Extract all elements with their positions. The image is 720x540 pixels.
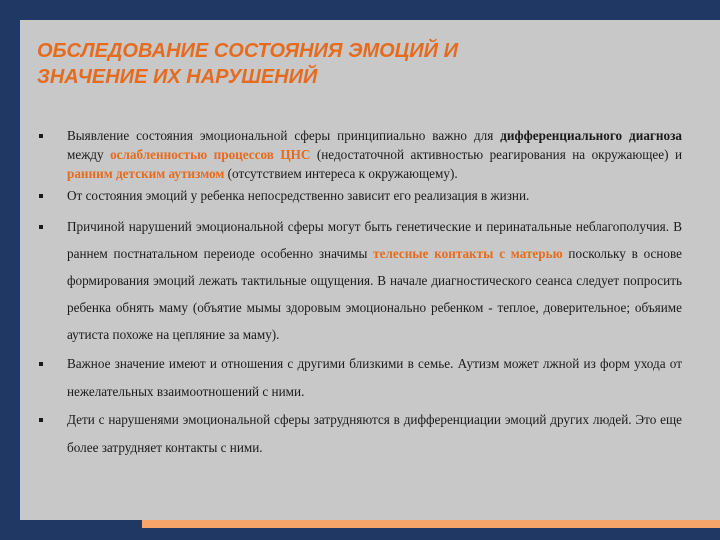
bullet-text: Причиной нарушений эмоциональной сферы могут быть генетические и перинатальные неблагополучия. В раннем постнатальном переиоде особенно значимы [67, 219, 682, 261]
bullet-text: Выявление состояния эмоциональной сферы принципиально важно для [67, 128, 501, 143]
bullet-text: между [67, 147, 111, 162]
bullet-item [38, 350, 682, 406]
bullet-item [38, 126, 682, 183]
bullet-text: (отсутствием интереса к окружающему). [224, 166, 458, 181]
bottom-accent-bar [142, 520, 720, 528]
bullet-text: От состояния эмоций у ребенка непосредственно зависит его реализация в жизни. [67, 188, 530, 203]
bullet-item [38, 213, 682, 348]
bullet-item [38, 406, 682, 462]
bold-term: дифференциального диагноза [500, 128, 682, 143]
bullet-text: (недостаточной активностью реагирования на окружающее) и [310, 147, 682, 162]
bullet-text: Важное значение имеют и отношения с другими близкими в семье. Аутизм может лжной из форм ухода от нежелательных взаимоотношений с ними. [67, 356, 682, 399]
bullet-text: Дети с нарушенями эмоциональной сферы затрудняются в дифференциации эмоций других людей. Это еще более затрудняет контакты с ними. [67, 412, 682, 455]
title-line-1: ОБСЛЕДОВАНИЕ СОСТОЯНИЯ ЭМОЦИЙ И [37, 40, 458, 62]
title-line-2: ЗНАЧЕНИЕ ИХ НАРУШЕНИЙ [37, 66, 318, 88]
highlight-term: ранним детским аутизмом [67, 166, 225, 181]
bullet-item [38, 186, 682, 205]
highlight-term: телесные контакты с матерью [373, 246, 563, 261]
slide-title [37, 38, 677, 90]
bullet-list [38, 126, 682, 462]
bullet-text: поскольку в основе формирования эмоций лежать тактильные ощущения. В начале диагностического сеанса следует попросить ребенка обнять маму (объятие мымы здоровым эмоционально ребенком - теплое, доверительное; объяиме аутиста похоже на цепляние за маму). [67, 246, 683, 342]
highlight-term: ослабленностью процессов ЦНС [110, 147, 311, 162]
